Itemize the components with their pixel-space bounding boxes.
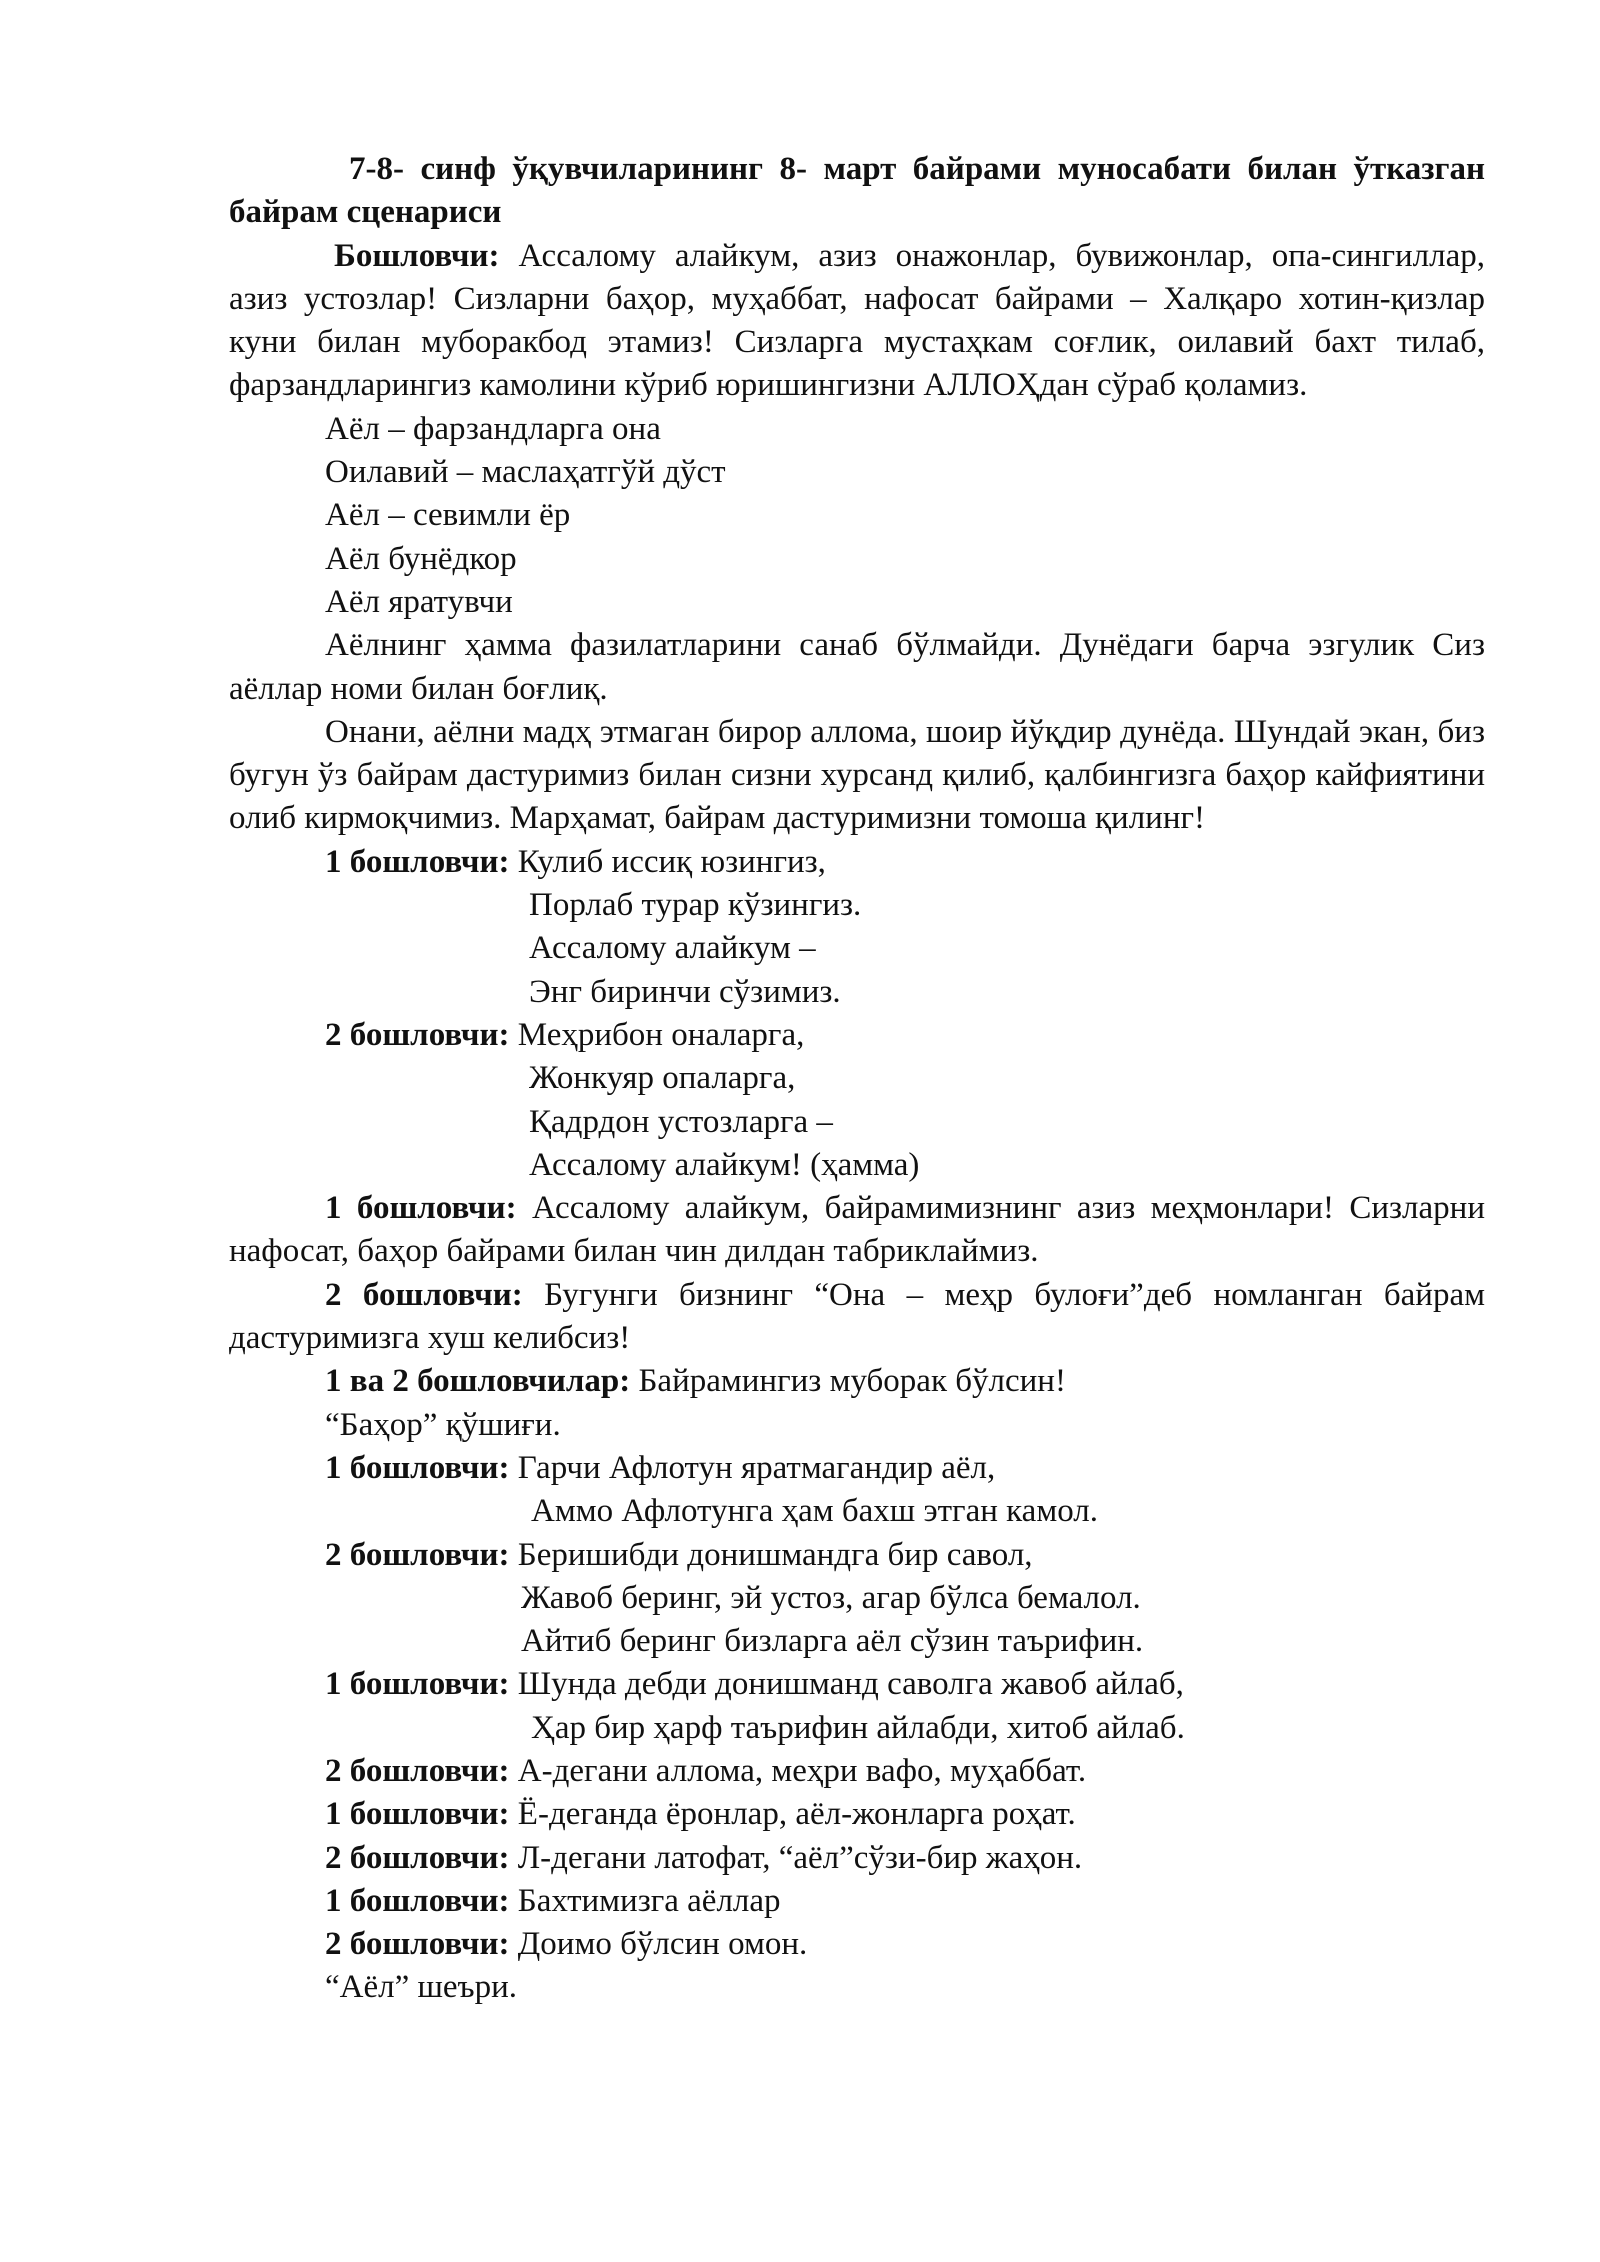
dialogue-text: Л-дегани латофат, “аёл”сўзи-бир жаҳон. bbox=[509, 1839, 1083, 1876]
paragraph-virtues: Аёлнинг ҳамма фазилатларини санаб бўлмайди. Дунёдаги барча эзгулик Сиз аёллар номи билан боғлиқ. bbox=[229, 627, 1485, 707]
dialogue-text: Бугунги бизнинг “Она – меҳр булоғи”деб номланган байрам дастуримизга хуш келибсиз! bbox=[229, 1276, 1485, 1357]
speaker-label: 2 бошловчи: bbox=[325, 1926, 510, 1963]
speaker-label: 1 бошловчи: bbox=[325, 1190, 517, 1227]
dialogue-text: Ассалому алайкум, байрамимизнинг азиз меҳмонлари! Сизларни нафосат, баҳор байрами билан чин дилдан табриклаймиз. bbox=[229, 1190, 1485, 1270]
speaker-label: Бошловчи: bbox=[334, 237, 500, 274]
speaker-label: 1 бошловчи: bbox=[325, 1449, 510, 1486]
verse-line: Жавоб беринг, эй устоз, агар бўлса бемалол. bbox=[521, 1579, 1141, 1616]
dialogue-1b bbox=[229, 1187, 1485, 1274]
poem-line: Аёл яратувчи bbox=[325, 583, 513, 620]
document-title: 7-8- синф ўқувчиларининг 8- март байрами муносабати билан ўтказган байрам сценариси bbox=[229, 151, 1485, 231]
dialogue-2e bbox=[229, 1837, 1485, 1880]
speaker-label: 1 ва 2 бошловчилар: bbox=[325, 1363, 631, 1400]
dialogue-text: Байрамингиз муборак бўлсин! bbox=[630, 1363, 1066, 1400]
dialogue-text: А-дегани аллома, меҳри вафо, муҳаббат. bbox=[509, 1752, 1087, 1789]
intro-text: Ассалому алайкум, азиз онажонлар, бувижонлар, опа-сингиллар, азиз устозлар! Сизларни баҳор, муҳаббат, нафосат байрами – Халқаро хотин-қизлар куни билан муборакбод этамиз! Сизларга мустаҳкам соғлик, оилавий бахт тилаб, фарзандларингиз камолини кўриб юришингизни АЛЛОҲдан сўраб қоламиз. bbox=[229, 237, 1485, 404]
dialogue-text: Бахтимизга аёллар bbox=[509, 1882, 781, 1919]
speaker-label: 1 бошловчи: bbox=[325, 1796, 510, 1833]
verse-line: Шунда дебди донишманд саволга жавоб айлаб, bbox=[509, 1666, 1184, 1703]
speaker-label: 2 бошловчи: bbox=[325, 1016, 510, 1053]
verse-line: Порлаб турар кўзингиз. bbox=[529, 887, 862, 924]
speaker-label: 2 бошловчи: bbox=[325, 1752, 510, 1789]
paragraph-program: Онани, аёлни мадҳ этмаган бирор аллома, шоир йўқдир дунёда. Шундай экан, биз бугун ўз байрам дастуримиз билан сизни хурсанд қилиб, қалбингизга баҳор кайфиятини олиб кирмоқчимиз. Марҳамат, байрам дастуримизни томоша қилинг! bbox=[229, 713, 1485, 837]
dialogue-text: Ё-деганда ёронлар, аёл-жонларга роҳат. bbox=[509, 1796, 1076, 1833]
poem-aol bbox=[229, 408, 1485, 624]
verse-line: Ассалому алайкум – bbox=[529, 930, 816, 967]
verse-line: Энг биринчи сўзимиз. bbox=[529, 973, 841, 1010]
document-page bbox=[229, 148, 1485, 2010]
speaker-label: 2 бошловчи: bbox=[325, 1839, 510, 1876]
poem-line: Оилавий – маслаҳатгўй дўст bbox=[325, 454, 726, 491]
poem-line: Аёл бунёдкор bbox=[325, 540, 517, 577]
verse-line: Беришибди донишмандга бир савол, bbox=[509, 1536, 1033, 1573]
verse-line: Айтиб беринг бизларга аёл сўзин таърифин. bbox=[521, 1623, 1144, 1660]
speaker-label: 1 бошловчи: bbox=[325, 1882, 510, 1919]
verse-line: Кулиб иссиқ юзингиз, bbox=[509, 843, 826, 880]
dialogue-text: Доимо бўлсин омон. bbox=[509, 1926, 808, 1963]
speaker-label: 1 бошловчи: bbox=[325, 843, 510, 880]
verse-line: Ассалому алайкум! (ҳамма) bbox=[529, 1146, 920, 1183]
verse-line: Қадрдон устозларга – bbox=[529, 1103, 833, 1140]
verse-line: Гарчи Афлотун яратмагандир аёл, bbox=[509, 1449, 996, 1486]
dialogue-1a bbox=[229, 841, 1485, 1014]
dialogue-2c bbox=[229, 1534, 1485, 1664]
poem-line: Аёл – севимли ёр bbox=[325, 497, 571, 534]
verse-line: Жонкуяр опаларга, bbox=[529, 1060, 796, 1097]
speaker-label: 1 бошловчи: bbox=[325, 1666, 510, 1703]
verse-line: Аммо Афлотунга ҳам бахш этган камол. bbox=[531, 1493, 1098, 1530]
speaker-label: 2 бошловчи: bbox=[325, 1276, 523, 1313]
dialogue-2f bbox=[229, 1923, 1485, 1966]
intro-paragraph bbox=[229, 235, 1485, 408]
song-title: “Баҳор” қўшиғи. bbox=[325, 1406, 561, 1443]
speaker-label: 2 бошловчи: bbox=[325, 1536, 510, 1573]
dialogue-1d bbox=[229, 1663, 1485, 1750]
dialogue-2d bbox=[229, 1750, 1485, 1793]
poem-line: Аёл – фарзандларга она bbox=[325, 410, 661, 447]
dialogue-1e bbox=[229, 1793, 1485, 1836]
dialogue-2b bbox=[229, 1274, 1485, 1361]
dialogue-1c bbox=[229, 1447, 1485, 1534]
dialogue-both bbox=[229, 1360, 1485, 1403]
verse-line: Меҳрибон оналарга, bbox=[509, 1016, 805, 1053]
dialogue-1f bbox=[229, 1880, 1485, 1923]
poem-title: “Аёл” шеъри. bbox=[325, 1969, 518, 2006]
dialogue-2a bbox=[229, 1014, 1485, 1187]
verse-line: Ҳар бир ҳарф таърифин айлабди, хитоб айлаб. bbox=[531, 1709, 1185, 1746]
